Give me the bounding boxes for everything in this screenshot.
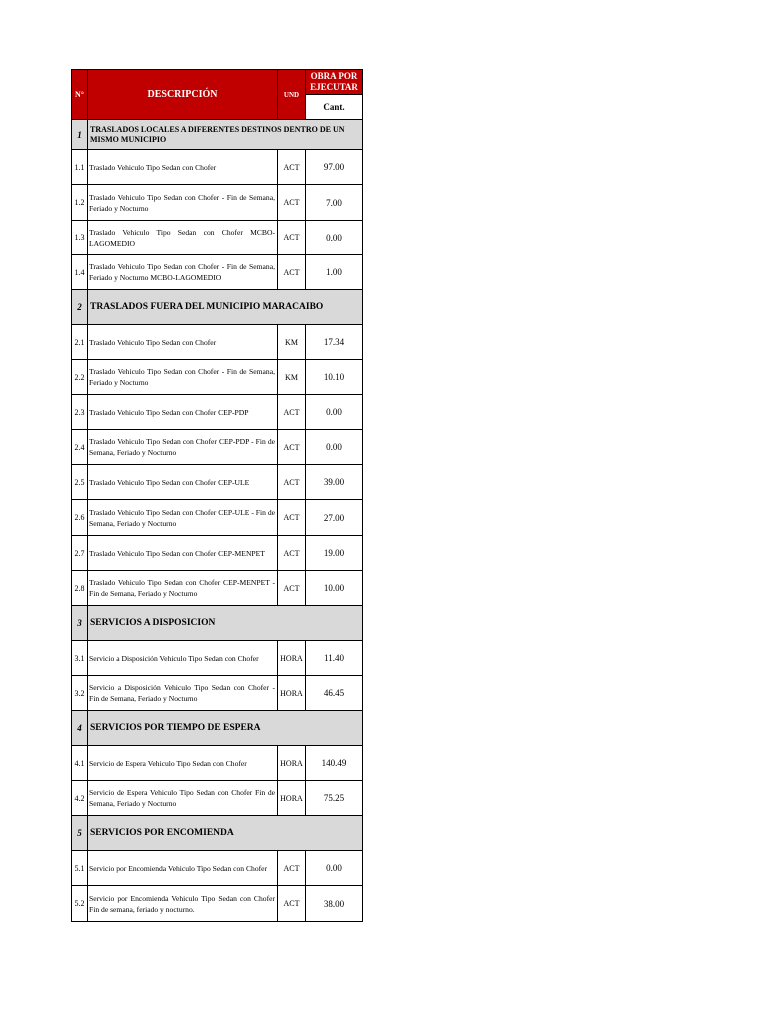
item-description: Servicio por Encomienda Vehiculo Tipo Sedan con Chofer: [88, 851, 278, 886]
header-unit: UND: [278, 70, 306, 120]
item-description: Servicio de Espera Vehiculo Tipo Sedan con Chofer Fin de Semana, Feriado y Nocturno: [88, 781, 278, 816]
item-description: Traslado Vehiculo Tipo Sedan con Chofer CEP-PDP: [88, 395, 278, 430]
section-row: [72, 816, 363, 851]
item-quantity: 10.10: [306, 360, 363, 395]
header-obra-line1: OBRA POR: [310, 71, 358, 81]
item-unit: ACT: [278, 851, 306, 886]
item-quantity: 39.00: [306, 465, 363, 500]
item-quantity: 140.49: [306, 746, 363, 781]
item-description: Traslado Vehiculo Tipo Sedan con Chofer - Fin de Semana, Feriado y Nocturno: [88, 185, 278, 221]
item-quantity: 1.00: [306, 255, 363, 290]
item-description: Traslado Vehiculo Tipo Sedan con Chofer: [88, 150, 278, 185]
table-row: [72, 536, 363, 571]
section-number: 3: [72, 606, 88, 641]
item-unit: ACT: [278, 430, 306, 465]
item-unit: ACT: [278, 465, 306, 500]
table-row: [72, 185, 363, 221]
item-unit: ACT: [278, 255, 306, 290]
item-description: Traslado Vehiculo Tipo Sedan con Chofer: [88, 325, 278, 360]
item-unit: KM: [278, 325, 306, 360]
table-row: [72, 500, 363, 536]
item-number: 2.6: [72, 500, 88, 536]
section-title: SERVICIOS A DISPOSICION: [88, 606, 363, 641]
section-number: 5: [72, 816, 88, 851]
table-row: [72, 746, 363, 781]
item-unit: ACT: [278, 500, 306, 536]
item-description: Servicio de Espera Vehiculo Tipo Sedan con Chofer: [88, 746, 278, 781]
item-unit: ACT: [278, 536, 306, 571]
item-number: 2.1: [72, 325, 88, 360]
item-number: 1.1: [72, 150, 88, 185]
item-description: Traslado Vehiculo Tipo Sedan con Chofer CEP-ULE - Fin de Semana, Feriado y Nocturno: [88, 500, 278, 536]
item-quantity: 38.00: [306, 886, 363, 922]
table-row: [72, 571, 363, 606]
item-quantity: 0.00: [306, 430, 363, 465]
item-unit: ACT: [278, 185, 306, 221]
quantities-table: [71, 69, 363, 922]
table-row: [72, 676, 363, 711]
item-quantity: 97.00: [306, 150, 363, 185]
section-title: SERVICIOS POR TIEMPO DE ESPERA: [88, 711, 363, 746]
item-unit: HORA: [278, 781, 306, 816]
item-number: 1.3: [72, 221, 88, 255]
section-number: 4: [72, 711, 88, 746]
table-row: [72, 360, 363, 395]
table-row: [72, 395, 363, 430]
section-title: SERVICIOS POR ENCOMIENDA: [88, 816, 363, 851]
table-row: [72, 851, 363, 886]
item-number: 1.2: [72, 185, 88, 221]
table-row: [72, 255, 363, 290]
header-obra-line2: EJECUTAR: [310, 82, 358, 92]
item-quantity: 75.25: [306, 781, 363, 816]
item-description: Servicio por Encomienda Vehiculo Tipo Sedan con Chofer Fin de semana, feriado y nocturno.: [88, 886, 278, 922]
item-number: 2.8: [72, 571, 88, 606]
item-number: 5.2: [72, 886, 88, 922]
item-unit: ACT: [278, 221, 306, 255]
section-row: [72, 606, 363, 641]
item-quantity: 27.00: [306, 500, 363, 536]
item-quantity: 19.00: [306, 536, 363, 571]
item-unit: ACT: [278, 150, 306, 185]
item-unit: HORA: [278, 676, 306, 711]
item-number: 2.5: [72, 465, 88, 500]
item-number: 2.3: [72, 395, 88, 430]
table-row: [72, 641, 363, 676]
item-quantity: 46.45: [306, 676, 363, 711]
item-description: Traslado Vehiculo Tipo Sedan con Chofer MCBO-LAGOMEDIO: [88, 221, 278, 255]
table-row: [72, 430, 363, 465]
header-quantity: Cant.: [306, 95, 363, 120]
table-row: [72, 781, 363, 816]
item-description: Traslado Vehiculo Tipo Sedan con Chofer CEP-MENPET: [88, 536, 278, 571]
item-unit: ACT: [278, 886, 306, 922]
item-number: 3.1: [72, 641, 88, 676]
header-obra-por-ejecutar: [306, 70, 363, 95]
item-quantity: 0.00: [306, 395, 363, 430]
item-description: Traslado Vehiculo Tipo Sedan con Chofer CEP-MENPET - Fin de Semana, Feriado y Nocturno: [88, 571, 278, 606]
item-description: Servicio a Disposición Vehiculo Tipo Sedan con Chofer: [88, 641, 278, 676]
section-row: [72, 120, 363, 150]
item-description: Traslado Vehiculo Tipo Sedan con Chofer CEP-PDP - Fin de Semana, Feriado y Nocturno: [88, 430, 278, 465]
section-row: [72, 711, 363, 746]
item-number: 3.2: [72, 676, 88, 711]
item-number: 2.7: [72, 536, 88, 571]
item-quantity: 7.00: [306, 185, 363, 221]
item-quantity: 11.40: [306, 641, 363, 676]
table-row: [72, 325, 363, 360]
item-description: Traslado Vehiculo Tipo Sedan con Chofer - Fin de Semana, Feriado y Nocturno: [88, 360, 278, 395]
item-quantity: 0.00: [306, 221, 363, 255]
section-row: [72, 290, 363, 325]
table-row: [72, 886, 363, 922]
item-description: Traslado Vehiculo Tipo Sedan con Chofer CEP-ULE: [88, 465, 278, 500]
item-unit: ACT: [278, 571, 306, 606]
item-number: 5.1: [72, 851, 88, 886]
item-description: Servicio a Disposición Vehiculo Tipo Sedan con Chofer - Fin de Semana, Feriado y Nocturno: [88, 676, 278, 711]
item-unit: HORA: [278, 746, 306, 781]
header-description: DESCRIPCIÓN: [88, 70, 278, 120]
item-number: 4.2: [72, 781, 88, 816]
section-number: 2: [72, 290, 88, 325]
item-unit: HORA: [278, 641, 306, 676]
section-title: TRASLADOS FUERA DEL MUNICIPIO MARACAIBO: [88, 290, 363, 325]
section-title: TRASLADOS LOCALES A DIFERENTES DESTINOS DENTRO DE UN MISMO MUNICIPIO: [88, 120, 363, 150]
item-number: 1.4: [72, 255, 88, 290]
table-row: [72, 221, 363, 255]
item-unit: KM: [278, 360, 306, 395]
item-quantity: 17.34: [306, 325, 363, 360]
item-description: Traslado Vehiculo Tipo Sedan con Chofer - Fin de Semana, Feriado y Nocturno MCBO-LAGOMEDIO: [88, 255, 278, 290]
item-number: 4.1: [72, 746, 88, 781]
table-row: [72, 150, 363, 185]
header-number: N°: [72, 70, 88, 120]
item-unit: ACT: [278, 395, 306, 430]
item-number: 2.4: [72, 430, 88, 465]
item-quantity: 10.00: [306, 571, 363, 606]
item-quantity: 0.00: [306, 851, 363, 886]
table-row: [72, 465, 363, 500]
section-number: 1: [72, 120, 88, 150]
item-number: 2.2: [72, 360, 88, 395]
